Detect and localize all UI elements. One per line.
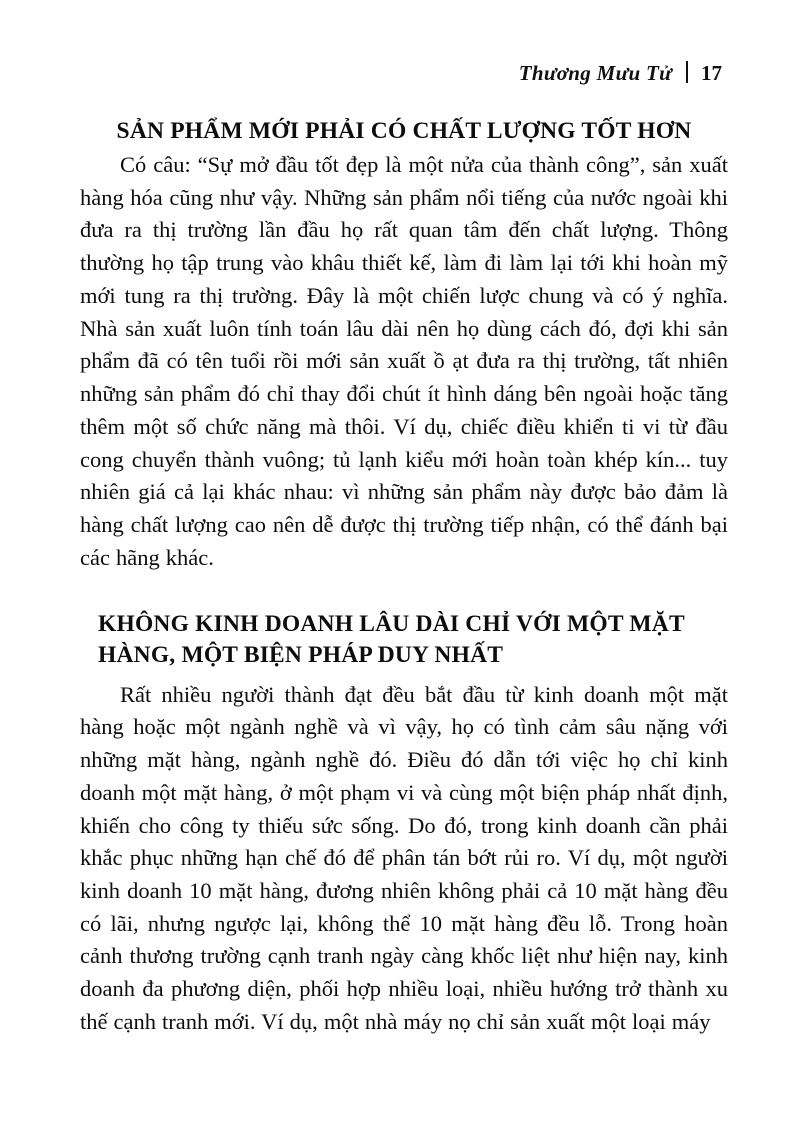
- header-divider-icon: [686, 61, 688, 83]
- section-spacer: [80, 575, 728, 609]
- section-heading-1: SẢN PHẨM MỚI PHẢI CÓ CHẤT LƯỢNG TỐT HƠN: [116, 118, 692, 144]
- page-header: [80, 58, 728, 86]
- section-2-paragraph-1: Rất nhiều người thành đạt đều bắt đầu từ kinh doanh một mặt hàng hoặc một ngành nghề và vì vậy, họ có tình cảm sâu nặng với những mặt hàng, ngành nghề đó. Điều đó dẫn tới việc họ chỉ kinh doanh một mặt hàng, ở một phạm vi và cùng một biện pháp nhất định, khiến cho công ty thiếu sức sống. Do đó, trong kinh doanh cần phải khắc phục những hạn chế đó để phân tán bớt rủi ro. Ví dụ, một người kinh doanh 10 mặt hàng, đương nhiên không phải cả 10 mặt hàng đều có lãi, nhưng ngược lại, không thể 10 mặt hàng đều lỗ. Trong hoàn cảnh thương trường cạnh tranh ngày càng khốc liệt như hiện nay, kinh doanh đa phương diện, phối hợp nhiều loại, nhiều hướng trở thành xu thế cạnh tranh mới. Ví dụ, một nhà máy nọ chỉ sản xuất một loại máy: [80, 681, 728, 1034]
- running-head-title: Thương Mưu Tử: [518, 61, 672, 85]
- page-number: 17: [701, 61, 722, 85]
- section-heading-2: KHÔNG KINH DOANH LÂU DÀI CHỈ VỚI MỘT MẶT HÀNG, MỘT BIỆN PHÁP DUY NHẤT: [98, 610, 685, 668]
- section-1-paragraph-1: Có câu: “Sự mở đầu tốt đẹp là một nửa của thành công”, sản xuất hàng hóa cũng như vậy. Những sản phẩm nổi tiếng của nước ngoài khi đưa ra thị trường lần đầu họ rất quan tâm đến chất lượng. Thông thường họ tập trung vào khâu thiết kế, làm đi làm lại tới khi hoàn mỹ mới tung ra thị trường. Đây là một chiến lược chung và có ý nghĩa. Nhà sản xuất luôn tính toán lâu dài nên họ dùng cách đó, đợi khi sản phẩm đã có tên tuổi rồi mới sản xuất ồ ạt đưa ra thị trường, tất nhiên những sản phẩm đó chỉ thay đổi chút ít hình dáng bên ngoài hoặc tăng thêm một số chức năng mà thôi. Ví dụ, chiếc điều khiển ti vi từ đầu cong chuyển thành vuông; tủ lạnh kiểu mới hoàn toàn khép kín... tuy nhiên giá cả lại khác nhau: vì những sản phẩm này được bảo đảm là hàng chất lượng cao nên dễ được thị trường tiếp nhận, có thể đánh bại các hãng khác.: [80, 152, 728, 570]
